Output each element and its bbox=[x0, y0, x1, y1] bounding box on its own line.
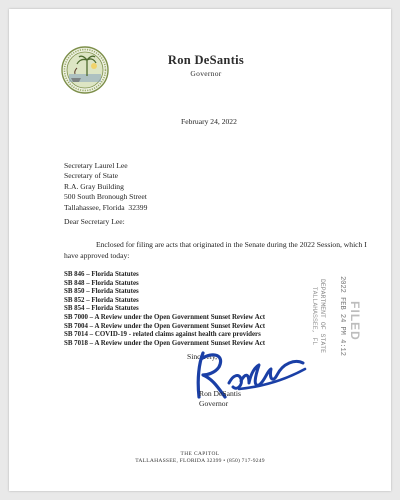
florida-seal-icon bbox=[61, 46, 109, 94]
bill-number: SB 848 bbox=[64, 279, 85, 287]
signature-block bbox=[199, 389, 241, 410]
list-item bbox=[64, 314, 304, 323]
bill-number: SB 7004 bbox=[64, 322, 88, 330]
address-line: Secretary of State bbox=[64, 171, 118, 181]
filed-stamp-date: 2022 FEB 24 PM 4:12 bbox=[338, 276, 346, 356]
list-item bbox=[64, 297, 304, 306]
filed-stamp-department: DEPARTMENT OF STATE bbox=[319, 278, 326, 354]
bill-number: SB 7014 bbox=[64, 331, 88, 339]
list-item bbox=[64, 288, 304, 297]
salutation: Dear Secretary Lee: bbox=[64, 217, 125, 226]
bill-number: SB 846 bbox=[64, 271, 85, 278]
list-item bbox=[64, 305, 304, 314]
letter-page bbox=[9, 9, 391, 491]
letter-body: Enclosed for filing are acts that originated in the Senate during the 2022 Session, which I have approved today: bbox=[64, 240, 367, 260]
bill-number: SB 7018 bbox=[64, 339, 88, 347]
list-item bbox=[64, 271, 304, 280]
filed-stamp-label: FILED bbox=[348, 301, 362, 341]
bill-description: – Florida Statutes bbox=[86, 271, 139, 278]
bill-number: SB 852 bbox=[64, 296, 85, 304]
bill-description: – COVID-19 - related claims against health care providers bbox=[89, 331, 261, 339]
address-line: 500 South Bronough Street bbox=[64, 192, 147, 202]
footer-building: THE CAPITOL bbox=[180, 451, 220, 457]
bill-number: SB 7000 bbox=[64, 313, 88, 321]
bill-description: – A Review under the Open Government Sunset Review Act bbox=[89, 339, 266, 347]
bill-number: SB 854 bbox=[64, 305, 85, 313]
list-item bbox=[64, 323, 304, 332]
bill-description: – Florida Statutes bbox=[86, 305, 139, 313]
bill-description: – A Review under the Open Government Sunset Review Act bbox=[89, 313, 266, 321]
bill-description: – Florida Statutes bbox=[86, 288, 139, 296]
governor-name-heading: Ron DeSantis bbox=[167, 53, 245, 67]
bill-description: – Florida Statutes bbox=[86, 279, 139, 287]
filed-stamp-city: TALLAHASSEE, FL bbox=[311, 286, 318, 346]
footer-address: TALLAHASSEE, FLORIDA 32399 • (850) 717-9249 bbox=[135, 458, 265, 464]
letter-date: February 24, 2022 bbox=[181, 117, 237, 126]
bill-description: – A Review under the Open Government Sunset Review Act bbox=[89, 322, 266, 330]
recipient-address bbox=[64, 161, 264, 213]
governor-title-heading: Governor bbox=[190, 69, 222, 78]
signer-name: Ron DeSantis bbox=[199, 389, 241, 398]
closing: Sincerely, bbox=[187, 352, 218, 361]
bill-list bbox=[64, 271, 304, 348]
list-item bbox=[64, 280, 304, 289]
address-line: R.A. Gray Building bbox=[64, 181, 124, 191]
bill-number: SB 850 bbox=[64, 288, 85, 296]
bill-description: – Florida Statutes bbox=[86, 296, 139, 304]
address-line: Tallahassee, Florida 32399 bbox=[64, 202, 148, 212]
address-line: Secretary Laurel Lee bbox=[64, 161, 128, 170]
signer-title: Governor bbox=[199, 399, 229, 409]
